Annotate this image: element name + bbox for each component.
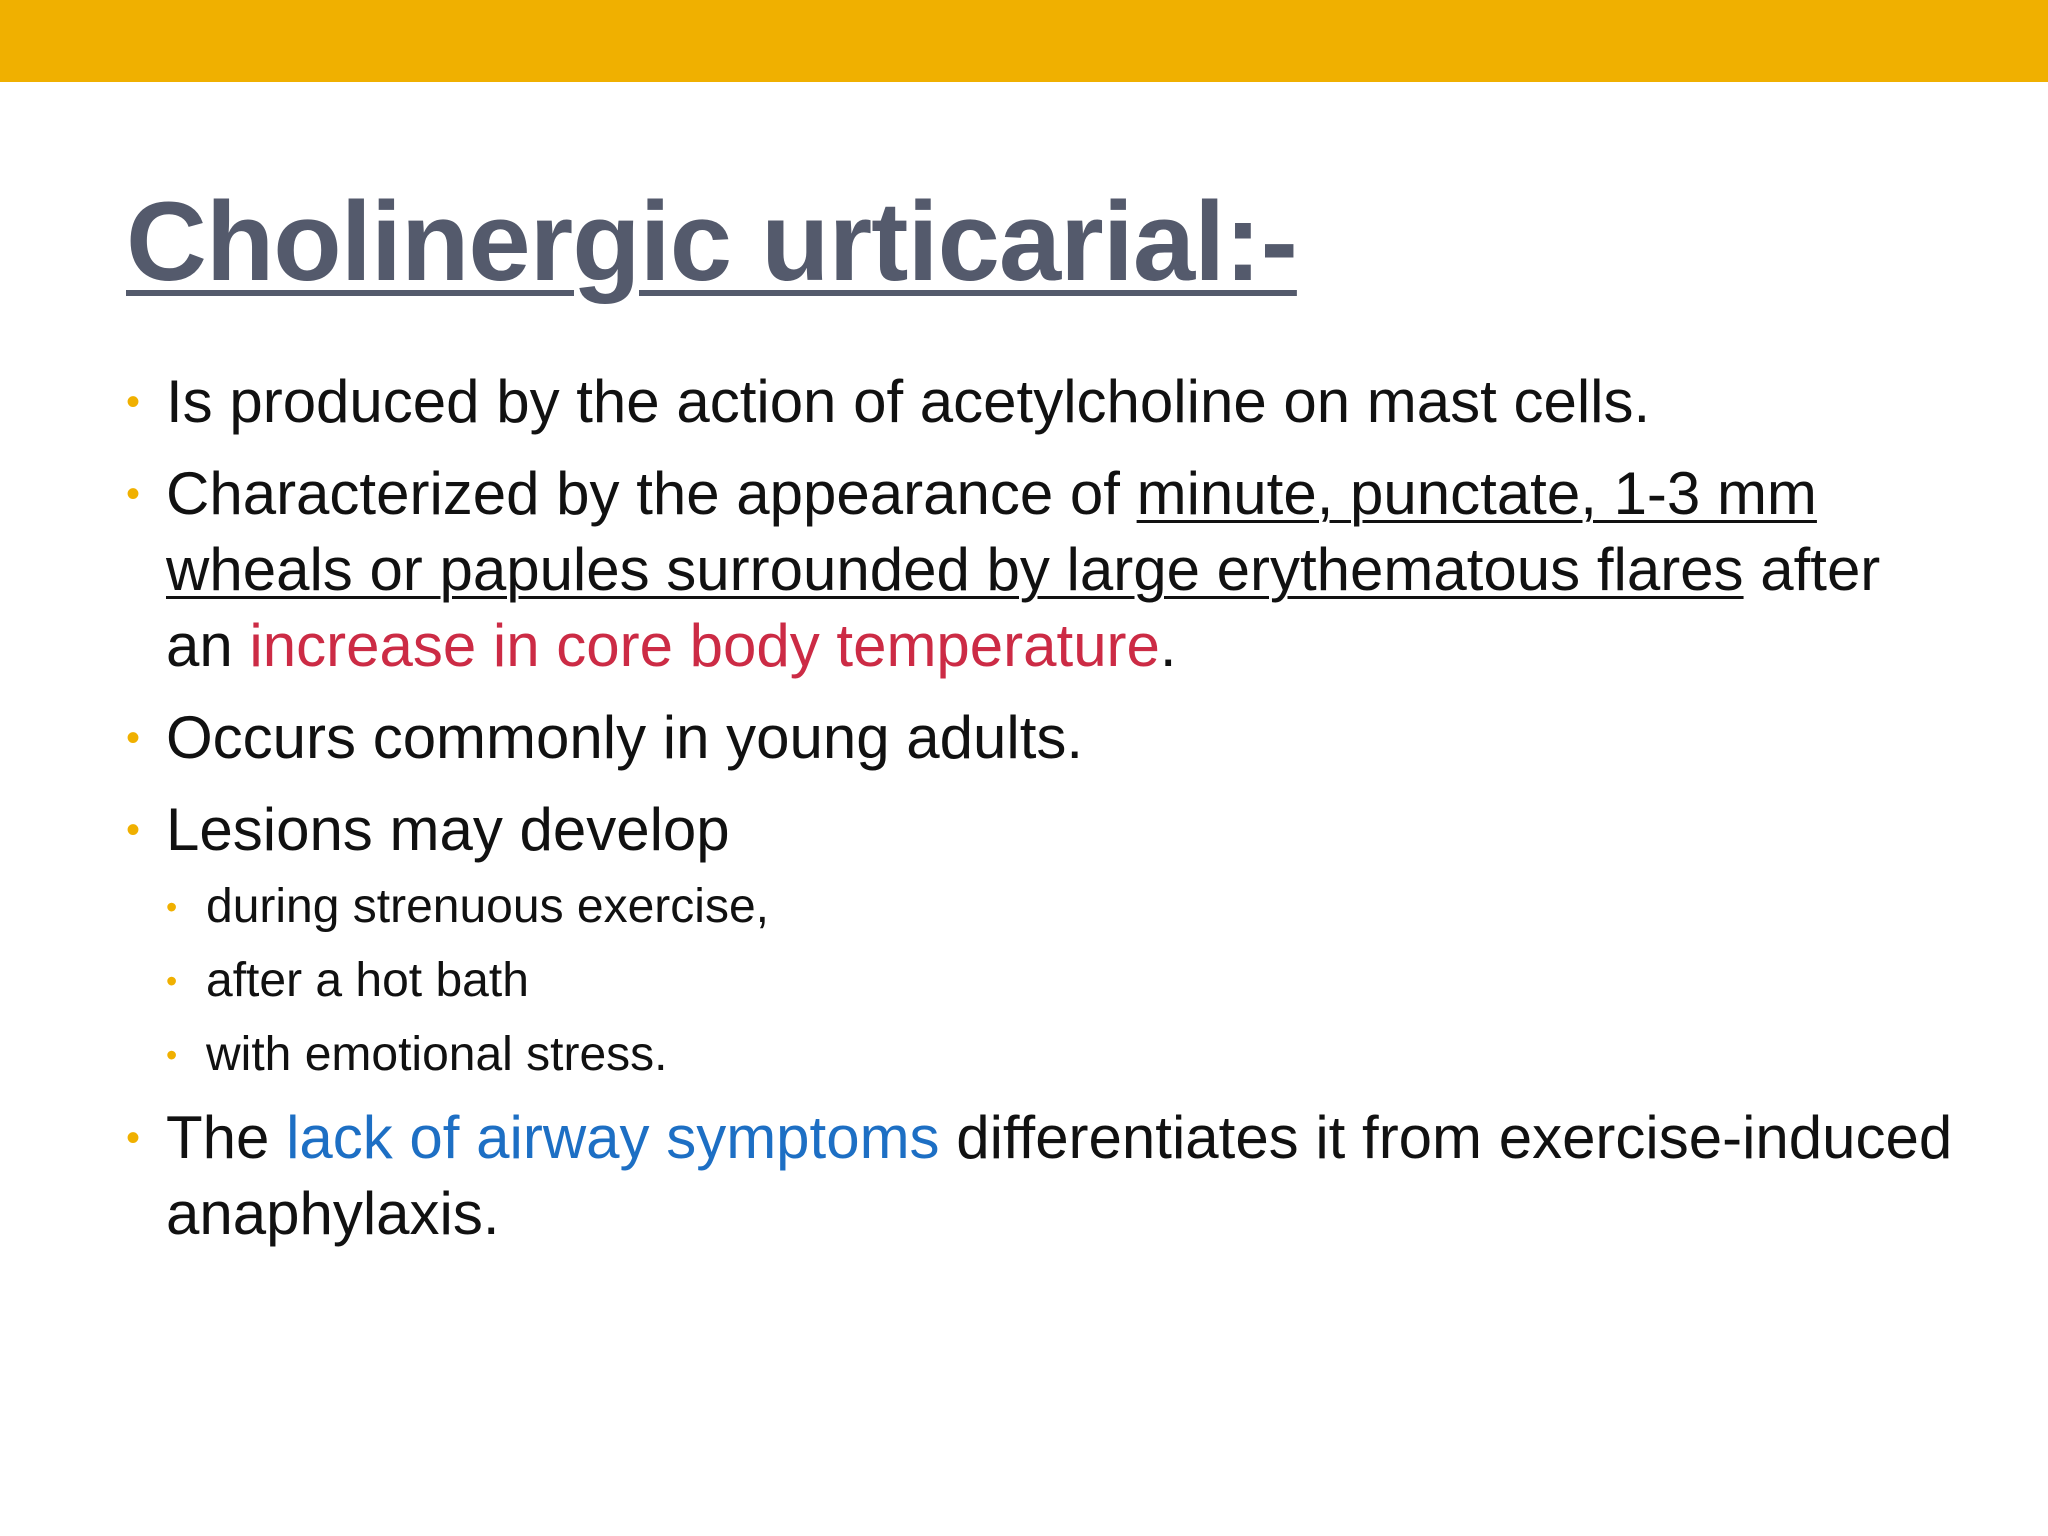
bullet-item xyxy=(126,700,1956,776)
sub-bullet-item xyxy=(166,952,1956,1010)
bullet-dot-icon: • xyxy=(126,380,141,424)
bullet-item xyxy=(126,364,1956,440)
highlighted-phrase: lack of airway symptoms xyxy=(286,1104,940,1171)
highlighted-phrase: increase in core body temperature xyxy=(249,612,1160,679)
sub-bullet-item xyxy=(166,878,1956,936)
bullet-dot-icon: • xyxy=(126,808,141,852)
sub-bullet-list xyxy=(166,878,1956,1084)
underlined-phrase: minute, punctate, 1-3 mm wheals or papules surrounded by large erythematous flares xyxy=(166,460,1817,603)
bullet-dot-icon: • xyxy=(126,716,141,760)
bullet-text: Is produced by the action of acetylcholine on mast cells. xyxy=(166,368,1651,435)
bullet-dot-icon: • xyxy=(166,889,178,925)
sub-bullet-text: during strenuous exercise, xyxy=(206,880,769,933)
top-accent-bar xyxy=(0,0,2048,82)
bullet-list xyxy=(126,364,1956,1268)
bullet-dot-icon: • xyxy=(166,1037,178,1073)
bullet-text: differentiates it from exercise-induced anaphylaxis. xyxy=(166,1104,1953,1247)
sub-bullet-text: with emotional stress. xyxy=(206,1028,668,1081)
bullet-item xyxy=(126,456,1956,684)
bullet-text: Occurs commonly in young adults. xyxy=(166,704,1084,771)
bullet-item xyxy=(126,792,1956,1084)
bullet-dot-icon: • xyxy=(166,963,178,999)
bullet-text: The xyxy=(166,1104,287,1171)
bullet-text: Lesions may develop xyxy=(166,796,730,863)
sub-bullet-item xyxy=(166,1026,1956,1084)
bullet-dot-icon: • xyxy=(126,472,141,516)
bullet-text: after an xyxy=(166,536,1881,679)
bullet-item xyxy=(126,1100,1956,1252)
bullet-dot-icon: • xyxy=(126,1116,141,1160)
slide-title: Cholinergic urticarial:- xyxy=(126,179,1297,304)
bullet-text: Characterized by the appearance of xyxy=(166,460,1137,527)
bullet-text: . xyxy=(1159,612,1177,679)
sub-bullet-text: after a hot bath xyxy=(206,954,529,1007)
